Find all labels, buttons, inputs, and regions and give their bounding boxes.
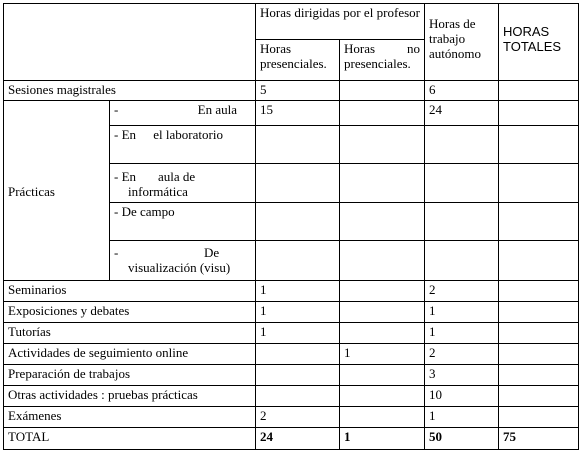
- cell-total: [499, 241, 579, 281]
- total-presencial: 24: [256, 428, 340, 450]
- cell-presencial: [256, 126, 340, 164]
- cell-presencial: [256, 164, 340, 203]
- header-row-1: [4, 4, 579, 40]
- total-label: TOTAL: [4, 428, 256, 450]
- practicas-label: Prácticas: [4, 101, 110, 281]
- cell-no-presencial: 1: [340, 344, 425, 365]
- row-sesiones: [4, 81, 579, 101]
- row-label: Exámenes: [4, 407, 256, 428]
- cell-no-presencial: [340, 302, 425, 323]
- total-autonomo: 50: [425, 428, 499, 450]
- cell-presencial: 5: [256, 81, 340, 101]
- header-directed-hours: Horas dirigidas por el profesor: [256, 4, 425, 40]
- dash-marker: - En: [114, 169, 137, 184]
- hours-table: [3, 3, 579, 450]
- header-total-hours: HORAS TOTALES: [499, 4, 579, 81]
- sub-label-text: - De campo: [114, 204, 175, 219]
- cell-no-presencial: [340, 126, 425, 164]
- cell-total: [499, 323, 579, 344]
- cell-total: [499, 386, 579, 407]
- sub-label-text: De visualización (visu): [128, 245, 231, 275]
- cell-autonomo: 2: [425, 281, 499, 302]
- cell-no-presencial: [340, 101, 425, 126]
- row-practicas-aula: [4, 101, 579, 126]
- sub-label-text: En aula: [197, 102, 237, 117]
- row-tutorias: [4, 323, 579, 344]
- cell-presencial: 1: [256, 323, 340, 344]
- cell-total: [499, 281, 579, 302]
- cell-autonomo: 3: [425, 365, 499, 386]
- total-horas: 75: [499, 428, 579, 450]
- cell-total: [499, 302, 579, 323]
- practicas-sub-label: [110, 203, 256, 241]
- cell-total: [499, 81, 579, 101]
- row-label: Actividades de seguimiento online: [4, 344, 256, 365]
- row-total: [4, 428, 579, 450]
- row-seguimiento-online: [4, 344, 579, 365]
- cell-presencial: 2: [256, 407, 340, 428]
- row-preparacion-trabajos: [4, 365, 579, 386]
- header-no-presencial: Horas no presenciales.: [340, 40, 425, 81]
- cell-autonomo: [425, 126, 499, 164]
- sub-label-text: aula de informática: [128, 169, 196, 199]
- cell-presencial: [256, 344, 340, 365]
- practicas-sub-label: [110, 164, 256, 203]
- cell-no-presencial: [340, 407, 425, 428]
- cell-total: [499, 126, 579, 164]
- header-autonomous-hours: Horas de trabajo autónomo: [425, 4, 499, 81]
- cell-autonomo: [425, 241, 499, 281]
- row-otras-actividades: [4, 386, 579, 407]
- row-label: Preparación de trabajos: [4, 365, 256, 386]
- cell-presencial: [256, 203, 340, 241]
- total-no-presencial: 1: [340, 428, 425, 450]
- cell-presencial: [256, 365, 340, 386]
- row-label: Seminarios: [4, 281, 256, 302]
- cell-autonomo: 24: [425, 101, 499, 126]
- cell-autonomo: [425, 164, 499, 203]
- row-label: Otras actividades : pruebas prácticas: [4, 386, 256, 407]
- practicas-sub-label: [110, 126, 256, 164]
- dash-marker: -: [114, 245, 119, 260]
- cell-autonomo: 1: [425, 407, 499, 428]
- row-exposiciones: [4, 302, 579, 323]
- cell-no-presencial: [340, 323, 425, 344]
- sub-label-text: el laboratorio: [153, 127, 223, 142]
- cell-autonomo: [425, 203, 499, 241]
- cell-total: [499, 203, 579, 241]
- dash-marker: -: [114, 102, 119, 117]
- cell-autonomo: 6: [425, 81, 499, 101]
- cell-total: [499, 344, 579, 365]
- cell-no-presencial: [340, 241, 425, 281]
- row-examenes: [4, 407, 579, 428]
- cell-no-presencial: [340, 203, 425, 241]
- cell-no-presencial: [340, 164, 425, 203]
- cell-presencial: [256, 241, 340, 281]
- cell-total: [499, 365, 579, 386]
- cell-presencial: 1: [256, 281, 340, 302]
- cell-total: [499, 407, 579, 428]
- header-presencial: Horas presenciales.: [256, 40, 340, 81]
- practicas-sub-label: [110, 101, 256, 126]
- row-label: Exposiciones y debates: [4, 302, 256, 323]
- dash-marker: - En: [114, 127, 137, 142]
- cell-autonomo: 2: [425, 344, 499, 365]
- header-corner-cell: [4, 4, 256, 81]
- practicas-sub-label: [110, 241, 256, 281]
- cell-total: [499, 101, 579, 126]
- cell-autonomo: 10: [425, 386, 499, 407]
- cell-total: [499, 164, 579, 203]
- row-label: Tutorías: [4, 323, 256, 344]
- cell-presencial: 1: [256, 302, 340, 323]
- cell-presencial: 15: [256, 101, 340, 126]
- cell-autonomo: 1: [425, 323, 499, 344]
- cell-no-presencial: [340, 81, 425, 101]
- row-label: Sesiones magistrales: [4, 81, 256, 101]
- row-seminarios: [4, 281, 579, 302]
- cell-autonomo: 1: [425, 302, 499, 323]
- cell-no-presencial: [340, 281, 425, 302]
- cell-no-presencial: [340, 365, 425, 386]
- cell-no-presencial: [340, 386, 425, 407]
- cell-presencial: [256, 386, 340, 407]
